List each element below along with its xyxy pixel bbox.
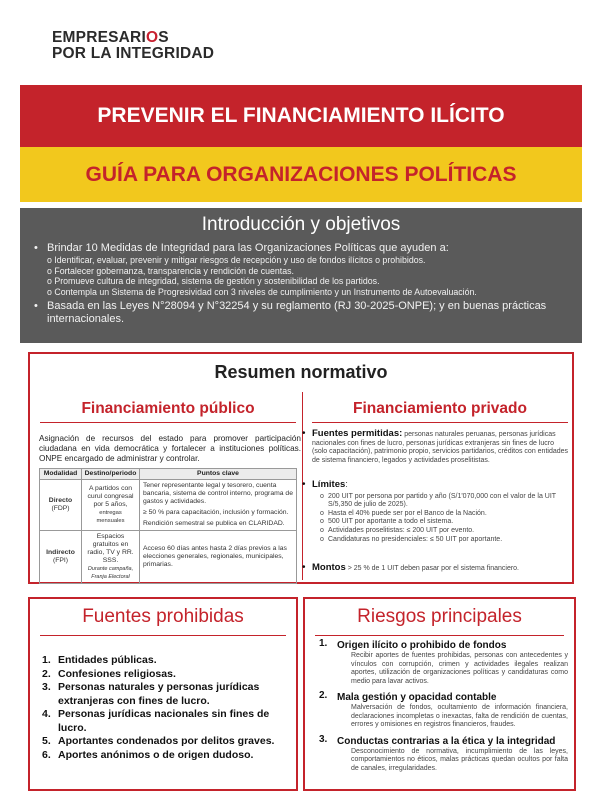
table-row: Indirecto (FPI) Espacios gratuitos en radio, TV y RR. SSS. Durante campaña, Franja Electoral Acceso 60 días antes hasta 2 días previos a las elecciones generales, regionales, municipales, primarias.	[40, 531, 297, 584]
list-item: 1. Entidades públicas.	[42, 654, 157, 666]
fuentes-permitidas: • Fuentes permitidas: personas naturales peruanas, personas jurídicas nacionales con fines de lucro, personas jurídicas extranjeras sin fines de lucro (solo capacitación), patrimonio propio, servicios partidarios, créditos con entidades de sistema financiero, legados y actividades proselitistas.	[302, 428, 569, 464]
intro-bullet-1: • Brindar 10 Medidas de Integridad para las Organizaciones Políticas que ayuden a:	[20, 242, 582, 255]
limites: • Límites: o 200 UIT por persona por partido y año (S/1'070,000 con el valor de la UIT S/5,350 de julio de 2025). o Hasta el 40% puede ser por el Banco de la Nación. o 500 UIT por aportante a todo el sistema. o Actividades proselitistas: ≤ 200 UIT por evento. o Candidaturas no presidenciales: ≤ 50 UIT por aportante.	[312, 481, 570, 544]
list-item: 3. Personas naturales y personas jurídicas extranjeras con fines de lucro.	[42, 681, 260, 707]
montos: • Montos > 25 % de 1 UIT deben pasar por el sistema financiero.	[302, 562, 520, 573]
financiamiento-publico-title: Financiamiento público	[81, 400, 255, 417]
list-item: 1. Origen ilícito o prohibido de fondos Recibir aportes de fuentes prohibidas, personas con antecedentes y vínculos con corrupción, crimen y actividades ilegales realizan aportes, utilización de organizaciones políticas y candidaturas como medio para lavar activos.	[319, 638, 568, 685]
subtitle: GUÍA PARA ORGANIZACIONES POLÍTICAS	[20, 147, 582, 202]
logo: EMPRESARIOS POR LA INTEGRIDAD	[52, 29, 215, 62]
divider	[40, 635, 286, 636]
divider	[40, 422, 296, 423]
table-header: Puntos clave	[140, 469, 297, 480]
intro-heading: Introducción y objetivos	[201, 214, 401, 235]
fuentes-prohibidas	[28, 597, 298, 791]
intro-section	[20, 208, 582, 343]
intro-subitem: o Promueve cultura de integridad, sistema de gestión y sostenibilidad de los partidos.	[47, 276, 380, 286]
limite-item: o 500 UIT por aportante a todo el sistema.	[320, 518, 570, 527]
list-item: 4. Personas jurídicas nacionales sin fines de lucro.	[42, 708, 270, 734]
list-item: 2. Mala gestión y opacidad contable Malversación de fondos, ocultamiento de información financiera, declaraciones incompletas o inexactas, falta de rendición de cuentas, errores y omisiones en registros financieros, fraudes.	[319, 690, 568, 728]
intro-subitem: o Fortalecer gobernanza, transparencia y rendición de cuentas.	[47, 265, 294, 276]
resumen-normativo	[28, 352, 574, 584]
riesgos-principales	[303, 597, 576, 791]
limite-item: o Hasta el 40% puede ser por el Banco de la Nación.	[320, 510, 570, 519]
list-item: 6. Aportes anónimos o de origen dudoso.	[42, 748, 254, 761]
list-item: 3. Conductas contrarias a la ética y la integridad Desconocimiento de normativa, incumplimiento de las leyes, comportamientos no éticos, malas prácticas quedan ocultos por falta de canales, irregularidades.	[319, 733, 568, 772]
intro-subitem: o Identificar, evaluar, prevenir y mitigar riesgos de recepción y uso de fondos ilícitos o prohibidos.	[47, 255, 426, 265]
intro-subitem: o Contempla un Sistema de Progresividad con 3 niveles de cumplimiento y un Instrumento de Autoevaluación.	[47, 286, 477, 297]
financiamiento-table	[39, 468, 297, 584]
list-item: 5. Aportantes condenados por delitos graves.	[42, 735, 275, 747]
limite-item: o Actividades proselitistas: ≤ 200 UIT por evento.	[320, 527, 570, 536]
limite-item: o Candidaturas no presidenciales: ≤ 50 UIT por aportante.	[320, 536, 570, 545]
table-row: Directo (FDP) A partidos con curul congresal por 5 años, entregas mensuales Tener representante legal y tesorero, cuenta bancaria, sistema de control interno, programa de gastos y actividades. ≥ 50 % para capacitación, inclusión y formación. Rendición semestral se publica en CLARIDAD.	[40, 480, 297, 531]
divider	[315, 635, 564, 636]
financiamiento-publico-text: Asignación de recursos del estado para promover participación ciudadana en vida democrática y fortalecer a instituciones políticas. ONPE encargado de administrar y controlar.	[39, 434, 301, 463]
table-header: Destino/periodo	[82, 469, 140, 480]
intro-bullet-2: • Basada en las Leyes N°28094 y N°32254 y su reglamento (RJ 30-2025-ONPE); y en buenas prácticas internacionales.	[20, 300, 582, 326]
main-title: PREVENIR EL FINANCIAMIENTO ILÍCITO	[20, 85, 582, 147]
table-header: Modalidad	[40, 469, 82, 480]
resumen-heading: Resumen normativo	[214, 362, 388, 382]
fuentes-prohibidas-title: Fuentes prohibidas	[82, 606, 244, 627]
financiamiento-privado-title: Financiamiento privado	[353, 400, 527, 417]
riesgos-title: Riesgos principales	[357, 606, 522, 627]
limite-item: o 200 UIT por persona por partido y año (S/1'070,000 con el valor de la UIT S/5,350 de julio de 2025).	[320, 493, 570, 510]
list-item: 2. Confesiones religiosas.	[42, 667, 176, 680]
divider	[312, 422, 568, 423]
